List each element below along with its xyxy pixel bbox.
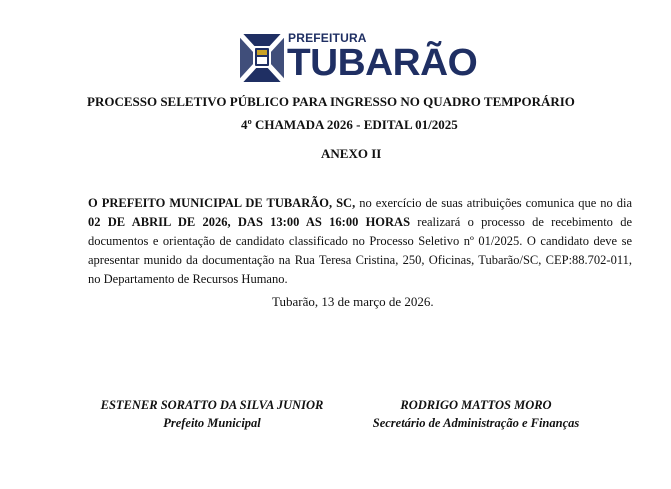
paragraph-bold-date: 02 DE ABRIL DE 2026, DAS 13:00 AS 16:00 HORAS <box>88 215 411 229</box>
paragraph-text-1: no exercício de suas atribuições comunica que no dia <box>355 196 632 210</box>
city-coat-of-arms-icon <box>240 34 284 82</box>
signature-title: Secretário de Administração e Finanças <box>372 416 580 430</box>
paragraph-bold-mayor: O PREFEITO MUNICIPAL DE TUBARÃO, SC, <box>88 196 356 210</box>
signature-block-secretary <box>340 396 612 432</box>
logo-tubarao-text: TUBARÃO <box>287 42 478 84</box>
signature-name: ESTENER SORATTO DA SILVA JUNIOR <box>100 398 324 412</box>
signature-block-mayor <box>76 396 348 432</box>
signature-name: RODRIGO MATTOS MORO <box>400 398 552 412</box>
document-title: PROCESSO SELETIVO PÚBLICO PARA INGRESSO NO QUADRO TEMPORÁRIO <box>87 94 575 109</box>
document-subtitle: 4º CHAMADA 2026 - EDITAL 01/2025 <box>241 117 458 132</box>
document-date: Tubarão, 13 de março de 2026. <box>272 294 434 309</box>
logo-prefeitura-text: PREFEITURA <box>288 31 367 45</box>
paragraph-text-2: realizará o processo de recebimento de documentos e orientação de candidato classificado no Processo Seletivo nº 01/2025. O candidato deve se apresentar munido da documentação na Rua Teresa Cristina, 250, Oficinas, Tubarão/SC, CEP:88.702-011, no Departamento de Recursos Humano. <box>88 215 632 286</box>
prefeitura-logo <box>240 31 478 84</box>
announcement-paragraph <box>88 194 632 289</box>
annex-heading: ANEXO II <box>321 146 382 161</box>
signature-title: Prefeito Municipal <box>163 416 261 430</box>
